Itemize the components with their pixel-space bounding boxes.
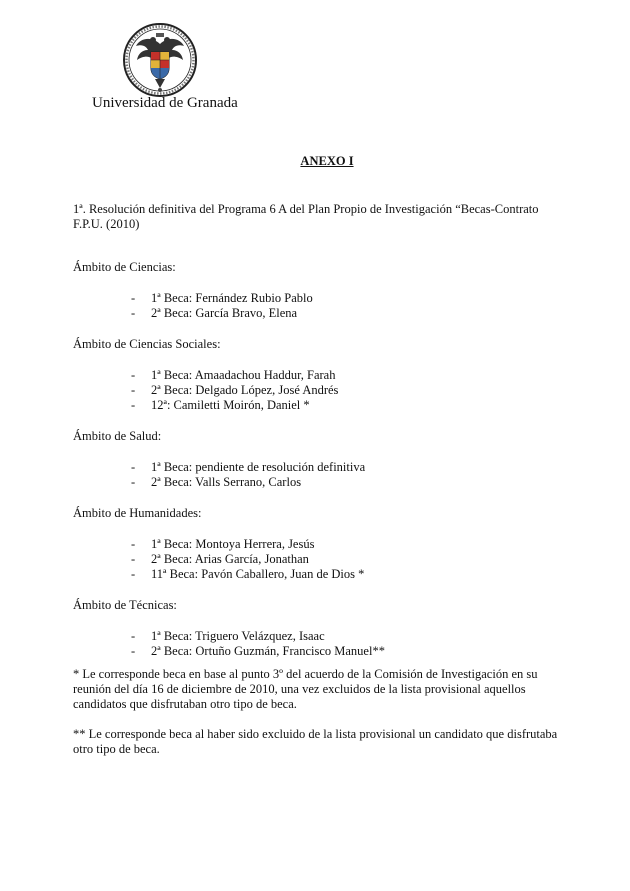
- list-item: [73, 644, 573, 659]
- bullet-dash: -: [131, 398, 136, 412]
- list-item-text: 1ª Beca: Triguero Velázquez, Isaac: [151, 629, 325, 643]
- area-title-tecnicas: Ámbito de Técnicas:: [73, 598, 177, 612]
- bullet-dash: -: [131, 567, 136, 581]
- university-seal-icon: [122, 22, 198, 98]
- list-item: [73, 567, 573, 582]
- bullet-dash: -: [131, 368, 136, 382]
- bullet-dash: -: [131, 644, 136, 658]
- list-item-text: 2ª Beca: Arias García, Jonathan: [151, 552, 309, 566]
- list-item: [73, 460, 573, 475]
- bullet-dash: -: [131, 475, 136, 489]
- area-list-tecnicas: [73, 629, 573, 659]
- bullet-dash: -: [131, 291, 136, 305]
- list-item: [73, 306, 573, 321]
- bullet-dash: -: [131, 629, 136, 643]
- list-item: [73, 537, 573, 552]
- footnote-single-asterisk: * Le corresponde beca en base al punto 3º del acuerdo de la Comisión de Investigación en su reunión del día 16 de diciembre de 2010, una vez excluidos de la lista provisional aquellos candidatos que disfrutaban otro tipo de beca.: [73, 667, 538, 711]
- list-item-text: 12ª: Camiletti Moirón, Daniel *: [151, 398, 310, 412]
- footnote-double-asterisk: ** Le corresponde beca al haber sido excluido de la lista provisional un candidato que disfrutaba otro tipo de beca.: [73, 727, 558, 756]
- list-item-text: 2ª Beca: Valls Serrano, Carlos: [151, 475, 302, 489]
- area-title-humanidades: Ámbito de Humanidades:: [73, 506, 202, 520]
- list-item: [73, 398, 573, 413]
- list-item: [73, 368, 573, 383]
- document-title: ANEXO I: [300, 154, 354, 168]
- bullet-dash: -: [131, 383, 136, 397]
- list-item: [73, 475, 573, 490]
- list-item: [73, 629, 573, 644]
- area-list-humanidades: [73, 537, 573, 582]
- list-item-text: 1ª Beca: Montoya Herrera, Jesús: [151, 537, 315, 551]
- list-item: [73, 552, 573, 567]
- area-title-salud: Ámbito de Salud:: [73, 429, 162, 443]
- area-title-ciencias: Ámbito de Ciencias:: [73, 260, 176, 274]
- list-item-text: 11ª Beca: Pavón Caballero, Juan de Dios *: [151, 567, 365, 581]
- list-item-text: 2ª Beca: García Bravo, Elena: [151, 306, 298, 320]
- list-item: [73, 291, 573, 306]
- list-item-text: 1ª Beca: pendiente de resolución definitiva: [151, 460, 366, 474]
- area-list-salud: [73, 460, 573, 490]
- bullet-dash: -: [131, 306, 136, 320]
- area-list-ciencias: [73, 291, 573, 321]
- intro-paragraph: 1ª. Resolución definitiva del Programa 6 A del Plan Propio de Investigación “Becas-Contrato F.P.U. (2010): [73, 202, 539, 231]
- footnotes: [73, 667, 573, 772]
- bullet-dash: -: [131, 460, 136, 474]
- list-item: [73, 383, 573, 398]
- bullet-dash: -: [131, 552, 136, 566]
- bullet-dash: -: [131, 537, 136, 551]
- list-item-text: 2ª Beca: Delgado López, José Andrés: [151, 383, 339, 397]
- list-item-text: 1ª Beca: Fernández Rubio Pablo: [151, 291, 313, 305]
- area-title-ciencias-sociales: Ámbito de Ciencias Sociales:: [73, 337, 221, 351]
- list-item-text: 2ª Beca: Ortuño Guzmán, Francisco Manuel**: [151, 644, 385, 658]
- university-name: Universidad de Granada: [92, 95, 238, 111]
- award-list: [73, 260, 573, 675]
- list-item-text: 1ª Beca: Amaadachou Haddur, Farah: [151, 368, 336, 382]
- area-list-ciencias-sociales: [73, 368, 573, 413]
